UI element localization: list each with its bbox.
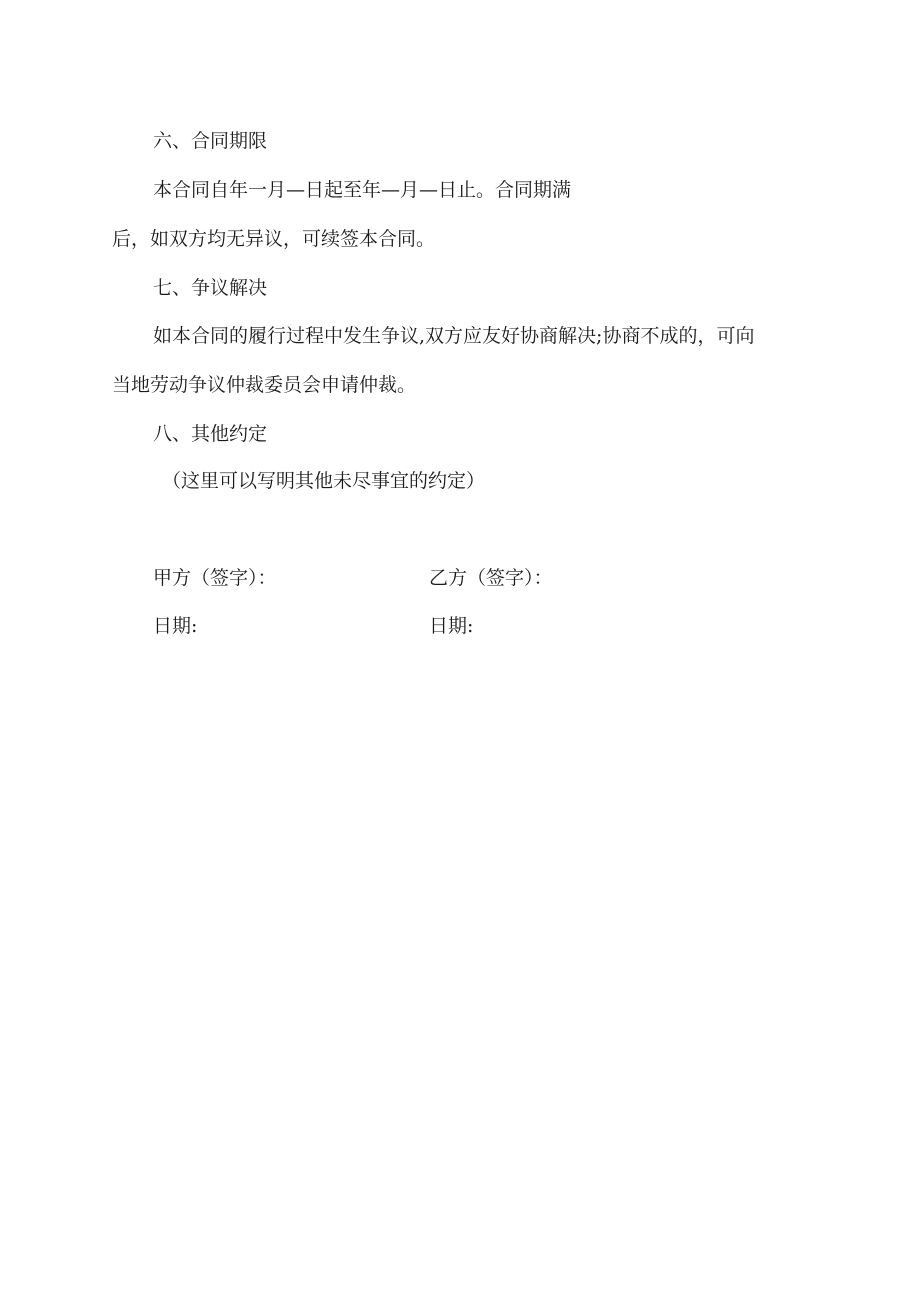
- party-b-date-label: 日期:: [429, 615, 474, 637]
- party-a-date-label: 日期:: [153, 615, 198, 637]
- term-paragraph-line-2: 后，如双方均无异议，可续签本合同。: [112, 228, 436, 250]
- party-a-signature-label: 甲方（签字）：: [153, 567, 277, 589]
- term-paragraph-line-1: 本合同自年一月—日起至年—月—日止。合同期满: [153, 179, 572, 201]
- other-note: （这里可以写明其他未尽事宜的约定）: [162, 470, 486, 492]
- dispute-paragraph-line-2: 当地劳动争议仲裁委员会申请仲裁。: [112, 374, 417, 396]
- dispute-paragraph-line-1: 如本合同的履行过程中发生争议,双方应友好协商解决;协商不成的，可向: [153, 325, 755, 347]
- party-b-signature-label: 乙方（签字）：: [429, 567, 553, 589]
- section-heading-other: 八、其他约定: [153, 423, 268, 445]
- section-heading-dispute: 七、争议解决: [153, 277, 268, 299]
- section-heading-term: 六、合同期限: [153, 130, 268, 152]
